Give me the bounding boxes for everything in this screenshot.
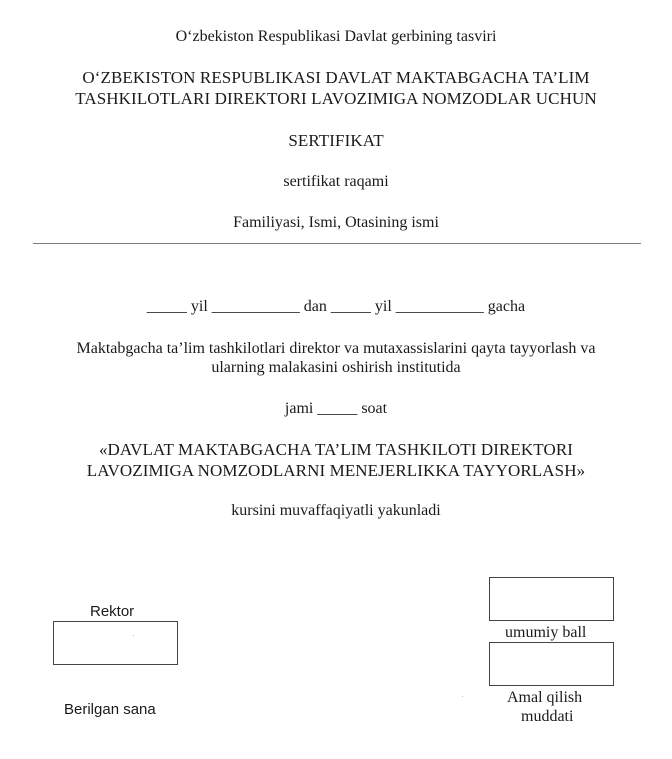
certificate-title-line-2: TASHKILOTLARI DIREKTORI LAVOZIMIGA NOMZODLAR UCHUN (75, 89, 597, 108)
scan-speck (462, 696, 463, 697)
institution-line-2: ularning malakasini oshirish institutida (211, 359, 461, 376)
emblem-caption: O‘zbekiston Respublikasi Davlat gerbining tasviri (175, 28, 497, 45)
institution-line-1: Maktabgacha ta’lim tashkilotlari direktor va mutaxassislarini qayta tayyorlash va (76, 340, 596, 357)
validity-label-line-1: Amal qilish (507, 689, 583, 706)
certificate-number: sertifikat raqami (283, 173, 389, 190)
study-period: _____ yil ___________ dan _____ yil ___________ gacha (146, 298, 526, 315)
total-score-box (489, 577, 614, 621)
issue-date-label: Berilgan sana (64, 701, 156, 718)
document-type: SERTIFIKAT (288, 131, 384, 150)
total-hours: jami _____ soat (284, 400, 388, 417)
scan-speck (133, 635, 134, 636)
rector-label: Rektor (90, 603, 135, 620)
course-title-line-2: LAVOZIMIGA NOMZODLARNI MENEJERLIKKA TAYYORLASH» (86, 461, 586, 480)
full-name-label: Familiyasi, Ismi, Otasining ismi (233, 214, 439, 231)
total-score-label: umumiy ball (505, 624, 587, 641)
course-title-line-1: «DAVLAT MAKTABGACHA TA’LIM TASHKILOTI DIREKTORI (98, 440, 574, 459)
certificate-title-line-1: O‘ZBEKISTON RESPUBLIKASI DAVLAT MAKTABGACHA TA’LIM (82, 68, 590, 87)
completion-text: kursini muvaffaqiyatli yakunladi (231, 502, 441, 519)
validity-label-line-2: muddati (521, 708, 574, 725)
rector-signature-box (53, 621, 178, 665)
validity-box (489, 642, 614, 686)
name-underline (33, 243, 641, 244)
